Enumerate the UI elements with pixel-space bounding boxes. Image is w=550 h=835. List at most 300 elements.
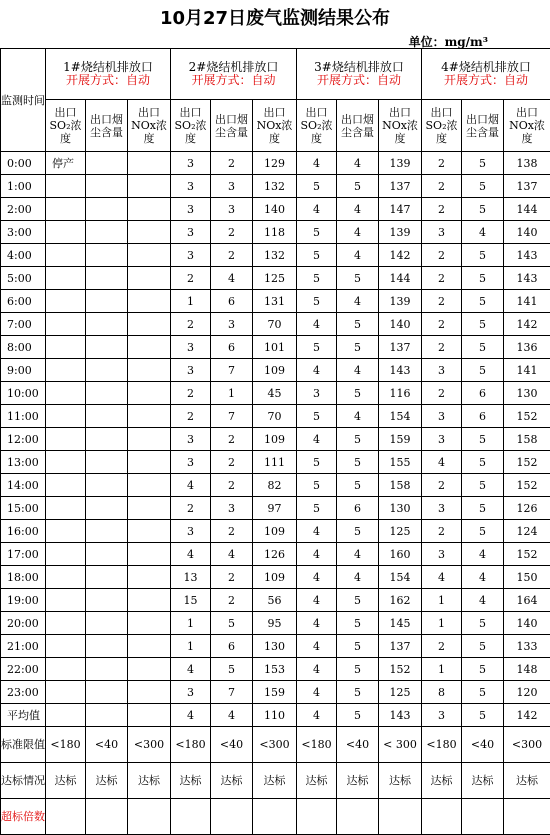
column-header: 出口NOx浓度 xyxy=(379,100,422,152)
table-cell: 5 xyxy=(337,474,379,497)
column-header: 出口SO₂浓度 xyxy=(46,100,86,152)
table-row xyxy=(1,428,550,451)
table-cell: 4 xyxy=(297,566,337,589)
table-cell xyxy=(86,474,128,497)
row-label: 达标情况 xyxy=(1,763,46,799)
table-cell: 达标 xyxy=(171,763,211,799)
row-label: 0:00 xyxy=(1,152,46,175)
table-cell: 2 xyxy=(211,221,253,244)
table-cell: 147 xyxy=(379,198,422,221)
table-cell xyxy=(86,799,128,835)
table-cell: 达标 xyxy=(86,763,128,799)
table-cell: 5 xyxy=(462,152,504,175)
table-cell xyxy=(253,799,297,835)
table-cell xyxy=(379,799,422,835)
table-cell: 2 xyxy=(211,566,253,589)
row-label: 标准限值 xyxy=(1,727,46,763)
row-label: 23:00 xyxy=(1,681,46,704)
table-cell xyxy=(86,589,128,612)
table-cell: 3 xyxy=(171,244,211,267)
table-cell: 140 xyxy=(253,198,297,221)
table-cell: 8 xyxy=(422,681,462,704)
table-row xyxy=(1,359,550,382)
table-cell: 4 xyxy=(422,451,462,474)
column-header: 出口NOx浓度 xyxy=(128,100,171,152)
table-cell xyxy=(128,152,171,175)
table-cell: 3 xyxy=(422,428,462,451)
table-cell: 143 xyxy=(379,704,422,727)
table-cell: 4 xyxy=(297,681,337,704)
table-cell: 132 xyxy=(253,175,297,198)
table-cell: 152 xyxy=(504,474,550,497)
table-cell xyxy=(128,267,171,290)
table-cell: 4 xyxy=(337,543,379,566)
table-cell: 1 xyxy=(171,612,211,635)
outlet-name: 4#烧结机排放口 xyxy=(422,61,550,74)
table-cell: 5 xyxy=(211,612,253,635)
table-cell xyxy=(86,635,128,658)
table-cell: 13 xyxy=(171,566,211,589)
table-cell xyxy=(46,451,86,474)
table-cell: 1 xyxy=(171,635,211,658)
table-row xyxy=(1,267,550,290)
table-cell: 6 xyxy=(337,497,379,520)
table-cell xyxy=(86,244,128,267)
table-cell xyxy=(46,267,86,290)
table-cell: 4 xyxy=(297,198,337,221)
table-cell: 152 xyxy=(504,405,550,428)
table-cell xyxy=(46,799,86,835)
table-cell: 3 xyxy=(211,497,253,520)
table-cell: 5 xyxy=(462,520,504,543)
table-cell: 5 xyxy=(337,589,379,612)
row-label: 8:00 xyxy=(1,336,46,359)
column-header: 出口NOx浓度 xyxy=(504,100,550,152)
row-label: 4:00 xyxy=(1,244,46,267)
table-cell: 5 xyxy=(462,704,504,727)
table-cell: 111 xyxy=(253,451,297,474)
standard-row xyxy=(1,727,550,763)
row-label: 14:00 xyxy=(1,474,46,497)
table-cell: 1 xyxy=(171,290,211,313)
table-cell: 159 xyxy=(379,428,422,451)
table-cell: 109 xyxy=(253,428,297,451)
table-cell: 152 xyxy=(504,451,550,474)
column-header: 出口NOx浓度 xyxy=(253,100,297,152)
table-cell: 95 xyxy=(253,612,297,635)
table-cell: 4 xyxy=(211,267,253,290)
table-cell: 5 xyxy=(297,290,337,313)
row-label: 20:00 xyxy=(1,612,46,635)
table-cell: 131 xyxy=(253,290,297,313)
row-label: 12:00 xyxy=(1,428,46,451)
table-cell: 3 xyxy=(171,681,211,704)
table-cell: 126 xyxy=(253,543,297,566)
table-cell: 5 xyxy=(297,451,337,474)
table-cell: 82 xyxy=(253,474,297,497)
table-cell: 125 xyxy=(379,681,422,704)
table-cell: 4 xyxy=(297,543,337,566)
table-cell: <180 xyxy=(46,727,86,763)
table-cell: 达标 xyxy=(422,763,462,799)
table-cell: 138 xyxy=(504,152,550,175)
table-cell xyxy=(46,474,86,497)
table-cell xyxy=(86,267,128,290)
table-cell: 3 xyxy=(211,313,253,336)
table-cell: 3 xyxy=(171,152,211,175)
table-cell: <40 xyxy=(86,727,128,763)
row-label: 17:00 xyxy=(1,543,46,566)
table-cell: 3 xyxy=(171,451,211,474)
row-label: 11:00 xyxy=(1,405,46,428)
outlet-name: 3#烧结机排放口 xyxy=(297,61,421,74)
table-cell: 5 xyxy=(462,635,504,658)
table-cell: 140 xyxy=(379,313,422,336)
table-cell: 5 xyxy=(462,359,504,382)
table-cell: 5 xyxy=(462,313,504,336)
table-cell: 4 xyxy=(297,658,337,681)
table-cell xyxy=(128,198,171,221)
table-cell: 148 xyxy=(504,658,550,681)
outlet-name: 1#烧结机排放口 xyxy=(46,61,170,74)
table-cell: 5 xyxy=(462,198,504,221)
column-header: 出口烟尘含量 xyxy=(86,100,128,152)
table-cell: 5 xyxy=(462,428,504,451)
table-cell: 129 xyxy=(253,152,297,175)
row-label: 3:00 xyxy=(1,221,46,244)
table-row xyxy=(1,589,550,612)
table-cell: 120 xyxy=(504,681,550,704)
table-cell: 4 xyxy=(337,359,379,382)
table-row xyxy=(1,175,550,198)
table-cell: 达标 xyxy=(46,763,86,799)
table-cell: 2 xyxy=(422,244,462,267)
table-cell: 5 xyxy=(297,175,337,198)
table-cell: 1 xyxy=(211,382,253,405)
table-cell xyxy=(128,405,171,428)
table-cell xyxy=(128,244,171,267)
column-header: 出口SO₂浓度 xyxy=(297,100,337,152)
table-row xyxy=(1,681,550,704)
table-cell: 155 xyxy=(379,451,422,474)
table-cell: 4 xyxy=(297,589,337,612)
table-cell: 5 xyxy=(297,221,337,244)
column-header: 出口SO₂浓度 xyxy=(422,100,462,152)
table-row xyxy=(1,612,550,635)
table-cell: 5 xyxy=(462,474,504,497)
table-cell: 4 xyxy=(171,704,211,727)
table-cell: 5 xyxy=(462,612,504,635)
table-cell xyxy=(46,497,86,520)
table-cell: 3 xyxy=(211,175,253,198)
table-cell: 2 xyxy=(422,198,462,221)
table-cell: 2 xyxy=(171,497,211,520)
row-label: 超标倍数 xyxy=(1,799,46,835)
table-cell xyxy=(128,451,171,474)
table-cell: 4 xyxy=(337,152,379,175)
table-cell: 6 xyxy=(211,336,253,359)
outlet-header-4 xyxy=(422,49,550,100)
table-cell: 137 xyxy=(379,635,422,658)
table-row xyxy=(1,520,550,543)
table-cell: 5 xyxy=(462,497,504,520)
table-row xyxy=(1,152,550,175)
table-cell xyxy=(422,799,462,835)
table-cell: 154 xyxy=(379,566,422,589)
table-cell xyxy=(86,336,128,359)
table-cell: 141 xyxy=(504,359,550,382)
table-row xyxy=(1,635,550,658)
table-row xyxy=(1,497,550,520)
table-cell: 3 xyxy=(422,221,462,244)
column-header: 出口SO₂浓度 xyxy=(171,100,211,152)
table-row xyxy=(1,704,550,727)
table-cell xyxy=(128,635,171,658)
table-cell xyxy=(86,497,128,520)
table-cell xyxy=(211,799,253,835)
table-cell: 152 xyxy=(504,543,550,566)
table-cell xyxy=(297,799,337,835)
table-cell: 2 xyxy=(171,313,211,336)
table-cell: 3 xyxy=(171,520,211,543)
table-cell: 7 xyxy=(211,405,253,428)
table-cell: 4 xyxy=(337,244,379,267)
table-cell xyxy=(128,543,171,566)
table-cell xyxy=(86,520,128,543)
table-cell xyxy=(128,382,171,405)
table-cell xyxy=(46,175,86,198)
table-cell: 2 xyxy=(422,382,462,405)
table-cell: 2 xyxy=(422,175,462,198)
table-cell: 达标 xyxy=(337,763,379,799)
table-cell: 2 xyxy=(211,589,253,612)
table-cell: 4 xyxy=(171,474,211,497)
table-cell: 140 xyxy=(504,612,550,635)
table-cell: 137 xyxy=(504,175,550,198)
table-cell xyxy=(86,681,128,704)
table-cell xyxy=(46,405,86,428)
unit-label: 单位：mg/m³ xyxy=(409,33,488,50)
table-cell: 125 xyxy=(379,520,422,543)
table-row xyxy=(1,244,550,267)
table-cell: 162 xyxy=(379,589,422,612)
table-cell xyxy=(128,566,171,589)
table-cell: 4 xyxy=(297,313,337,336)
table-cell: 145 xyxy=(379,612,422,635)
table-cell: 6 xyxy=(211,290,253,313)
table-cell: 137 xyxy=(379,175,422,198)
table-cell: <180 xyxy=(297,727,337,763)
table-row xyxy=(1,451,550,474)
table-cell xyxy=(86,658,128,681)
table-cell: 5 xyxy=(297,336,337,359)
row-label: 9:00 xyxy=(1,359,46,382)
table-cell xyxy=(86,451,128,474)
table-cell: 152 xyxy=(379,658,422,681)
column-header: 出口烟尘含量 xyxy=(337,100,379,152)
table-cell: 2 xyxy=(422,520,462,543)
table-cell xyxy=(46,635,86,658)
table-cell: 5 xyxy=(337,635,379,658)
table-cell: <40 xyxy=(337,727,379,763)
table-cell xyxy=(46,428,86,451)
table-cell: 5 xyxy=(462,658,504,681)
table-cell: 5 xyxy=(337,451,379,474)
row-label: 5:00 xyxy=(1,267,46,290)
table-cell: 4 xyxy=(297,359,337,382)
table-cell xyxy=(46,244,86,267)
table-cell: 2 xyxy=(422,474,462,497)
table-cell xyxy=(86,612,128,635)
table-cell: <300 xyxy=(128,727,171,763)
table-cell: 3 xyxy=(171,175,211,198)
table-cell xyxy=(86,221,128,244)
table-cell: 3 xyxy=(422,359,462,382)
table-cell xyxy=(337,799,379,835)
table-cell: 6 xyxy=(462,382,504,405)
table-cell: 101 xyxy=(253,336,297,359)
table-cell: 达标 xyxy=(504,763,550,799)
table-cell: 5 xyxy=(462,267,504,290)
table-cell: 2 xyxy=(211,451,253,474)
table-cell: 3 xyxy=(171,336,211,359)
outlet-header-1 xyxy=(46,49,171,100)
table-cell: 2 xyxy=(211,520,253,543)
table-cell xyxy=(46,290,86,313)
table-cell: 达标 xyxy=(128,763,171,799)
table-cell: 3 xyxy=(211,198,253,221)
monitoring-table xyxy=(0,48,550,835)
table-cell: 4 xyxy=(337,290,379,313)
table-cell xyxy=(46,658,86,681)
table-cell: 停产 xyxy=(46,152,86,175)
table-cell: 7 xyxy=(211,681,253,704)
table-cell xyxy=(46,520,86,543)
table-cell: 1 xyxy=(422,612,462,635)
table-cell: 15 xyxy=(171,589,211,612)
table-cell: 3 xyxy=(422,405,462,428)
table-cell xyxy=(46,359,86,382)
table-cell: 4 xyxy=(171,543,211,566)
table-cell: 5 xyxy=(337,704,379,727)
table-cell: 5 xyxy=(297,497,337,520)
table-cell xyxy=(86,566,128,589)
table-cell: 4 xyxy=(462,566,504,589)
table-cell: 5 xyxy=(462,290,504,313)
table-cell: 2 xyxy=(211,152,253,175)
table-cell xyxy=(128,589,171,612)
row-label: 19:00 xyxy=(1,589,46,612)
table-cell: 5 xyxy=(462,451,504,474)
table-row xyxy=(1,405,550,428)
table-cell: 118 xyxy=(253,221,297,244)
table-cell xyxy=(46,612,86,635)
table-cell: 142 xyxy=(504,704,550,727)
table-cell: 2 xyxy=(422,336,462,359)
table-cell xyxy=(504,799,550,835)
row-label: 22:00 xyxy=(1,658,46,681)
table-row xyxy=(1,198,550,221)
table-cell: 1 xyxy=(422,589,462,612)
exceed-row xyxy=(1,799,550,835)
table-cell: 3 xyxy=(297,382,337,405)
table-cell: <40 xyxy=(462,727,504,763)
table-cell xyxy=(171,799,211,835)
table-cell: 144 xyxy=(379,267,422,290)
table-cell xyxy=(128,799,171,835)
table-cell: 3 xyxy=(171,221,211,244)
table-cell: 158 xyxy=(504,428,550,451)
table-cell: 2 xyxy=(422,635,462,658)
table-cell: 3 xyxy=(422,543,462,566)
table-cell: <180 xyxy=(422,727,462,763)
table-cell xyxy=(128,681,171,704)
table-cell: 5 xyxy=(337,658,379,681)
table-cell: 130 xyxy=(504,382,550,405)
outlet-mode: 开展方式：自动 xyxy=(297,74,421,87)
table-cell: 141 xyxy=(504,290,550,313)
table-cell xyxy=(46,336,86,359)
table-cell: 5 xyxy=(462,681,504,704)
table-cell: 143 xyxy=(504,244,550,267)
table-cell: 5 xyxy=(337,428,379,451)
table-cell: 达标 xyxy=(379,763,422,799)
table-cell: 142 xyxy=(504,313,550,336)
table-cell xyxy=(86,704,128,727)
table-cell xyxy=(128,336,171,359)
table-cell: 4 xyxy=(337,221,379,244)
row-label: 1:00 xyxy=(1,175,46,198)
table-cell: 4 xyxy=(211,543,253,566)
table-cell: 144 xyxy=(504,198,550,221)
table-cell xyxy=(86,382,128,405)
table-cell: 143 xyxy=(504,267,550,290)
table-cell: 4 xyxy=(297,520,337,543)
table-cell: 154 xyxy=(379,405,422,428)
column-header: 出口烟尘含量 xyxy=(211,100,253,152)
table-cell xyxy=(462,799,504,835)
table-cell: 140 xyxy=(504,221,550,244)
table-cell: 4 xyxy=(297,612,337,635)
table-cell: < 300 xyxy=(379,727,422,763)
row-label: 21:00 xyxy=(1,635,46,658)
table-cell: 125 xyxy=(253,267,297,290)
table-cell xyxy=(86,198,128,221)
table-cell: 139 xyxy=(379,221,422,244)
table-cell: 153 xyxy=(253,658,297,681)
row-label: 平均值 xyxy=(1,704,46,727)
row-label: 10:00 xyxy=(1,382,46,405)
row-label: 18:00 xyxy=(1,566,46,589)
row-label: 13:00 xyxy=(1,451,46,474)
table-cell: 5 xyxy=(297,405,337,428)
table-cell: 5 xyxy=(337,336,379,359)
table-row xyxy=(1,566,550,589)
table-cell: 139 xyxy=(379,152,422,175)
table-cell: 达标 xyxy=(462,763,504,799)
table-cell: 2 xyxy=(422,267,462,290)
table-cell: 达标 xyxy=(211,763,253,799)
table-cell: 4 xyxy=(462,589,504,612)
table-cell xyxy=(86,290,128,313)
table-cell xyxy=(46,681,86,704)
table-cell xyxy=(86,152,128,175)
table-cell xyxy=(46,566,86,589)
table-cell: 5 xyxy=(211,658,253,681)
table-cell: 7 xyxy=(211,359,253,382)
table-cell: 126 xyxy=(504,497,550,520)
table-cell: 5 xyxy=(297,267,337,290)
